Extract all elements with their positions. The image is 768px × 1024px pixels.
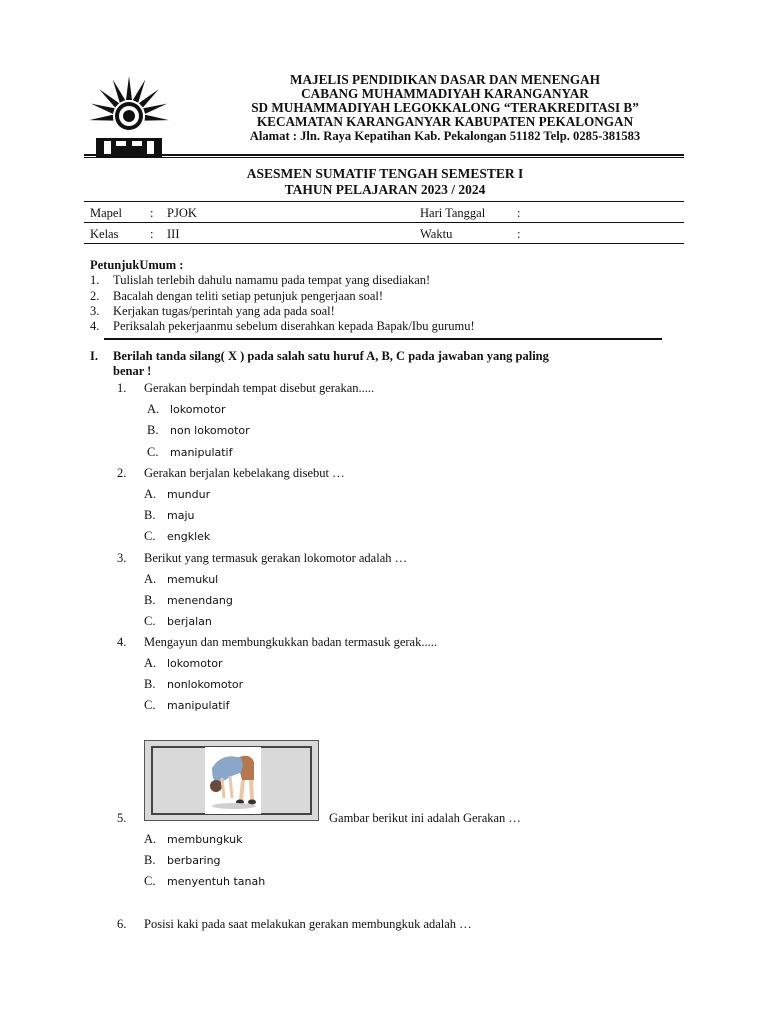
q4-option-a[interactable]: lokomotor [167,657,223,670]
section-instruction-line-2: benar ! [113,364,152,378]
q3-option-b[interactable]: menendang [167,594,233,607]
section-number: I. [90,349,98,363]
waktu-colon: : [517,227,521,241]
q4-option-c-letter[interactable]: C. [144,698,156,712]
q4-option-a-letter[interactable]: A. [144,656,157,670]
mapel-value: PJOK [167,206,197,220]
q1-option-b[interactable]: non lokomotor [170,424,250,437]
header-address: Alamat : Jln. Raya Kepatihan Kab. Pekalongan 51182 Telp. 0285-381583 [249,129,641,143]
kelas-label: Kelas [90,227,119,241]
q5-option-b[interactable]: berbaring [167,854,221,867]
question-5-number: 5. [117,811,127,825]
info-top-rule [84,201,684,202]
waktu-label: Waktu [420,227,453,241]
question-3-number: 3. [117,551,127,565]
instructions-heading: PetunjukUmum : [90,258,184,272]
instruction-2-num: 2. [90,289,100,303]
exam-year: TAHUN PELAJARAN 2023 / 2024 [284,182,486,197]
q4-option-c[interactable]: manipulatif [167,699,230,712]
q1-option-b-letter[interactable]: B. [147,423,159,437]
q3-option-b-letter[interactable]: B. [144,593,156,607]
q5-option-c-letter[interactable]: C. [144,874,156,888]
instruction-4-num: 4. [90,319,100,333]
question-1-number: 1. [117,381,127,395]
q2-option-b[interactable]: maju [167,509,195,522]
question-3-text: Berikut yang termasuk gerakan lokomotor adalah … [144,551,408,565]
mapel-colon: : [150,206,154,220]
header-rule-thin [84,157,684,158]
q2-option-a-letter[interactable]: A. [144,487,157,501]
header-line-3: SD MUHAMMADIYAH LEGOKKALONG “TERAKREDITASI B” [251,100,639,115]
section-instruction-line-1: Berilah tanda silang( X ) pada salah satu huruf A, B, C pada jawaban yang paling [113,349,549,363]
q2-option-c[interactable]: engklek [167,530,211,543]
q5-option-a-letter[interactable]: A. [144,832,157,846]
q5-option-a[interactable]: membungkuk [167,833,243,846]
header-line-4: KECAMATAN KARANGANYAR KABUPATEN PEKALONGAN [256,114,634,129]
instruction-1-num: 1. [90,273,100,287]
header-line-2: CABANG MUHAMMADIYAH KARANGANYAR [301,86,589,101]
q1-option-c-letter[interactable]: C. [147,445,159,459]
q5-option-b-letter[interactable]: B. [144,853,156,867]
mapel-label: Mapel [90,206,122,220]
header-line-1: MAJELIS PENDIDIKAN DASAR DAN MENENGAH [290,72,600,87]
instruction-4: Periksalah pekerjaanmu sebelum diserahkan kepada Bapak/Ibu gurumu! [113,319,475,333]
instruction-3: Kerjakan tugas/perintah yang ada pada soal! [113,304,335,318]
school-logo-icon [86,74,172,160]
question-2-text: Gerakan berjalan kebelakang disebut … [144,466,345,480]
q3-option-a-letter[interactable]: A. [144,572,157,586]
question-6-number: 6. [117,917,127,931]
q4-option-b[interactable]: nonlokomotor [167,678,244,691]
hari-colon: : [517,206,521,220]
q1-option-a-letter[interactable]: A. [147,402,160,416]
q3-option-a[interactable]: memukul [167,573,219,586]
kelas-value: III [167,227,180,241]
question-4-number: 4. [117,635,127,649]
q2-option-c-letter[interactable]: C. [144,529,156,543]
q3-option-c[interactable]: berjalan [167,615,212,628]
header-rule-thick [84,154,684,156]
info-mid-rule [84,222,684,223]
question-1-text: Gerakan berpindah tempat disebut gerakan..... [144,381,375,395]
q4-option-b-letter[interactable]: B. [144,677,156,691]
hari-label: Hari Tanggal [420,206,486,220]
question-5-text: Gambar berikut ini adalah Gerakan … [329,811,521,825]
exam-title: ASESMEN SUMATIF TENGAH SEMESTER I [246,166,524,181]
instructions-rule [104,338,662,340]
q2-option-b-letter[interactable]: B. [144,508,156,522]
q2-option-a[interactable]: mundur [167,488,211,501]
q1-option-c[interactable]: manipulatif [170,446,233,459]
question-4-text: Mengayun dan membungkukkan badan termasuk gerak..... [144,635,437,649]
instruction-1: Tulislah terlebih dahulu namamu pada tempat yang disediakan! [113,273,431,287]
kelas-colon: : [150,227,154,241]
q1-option-a[interactable]: lokomotor [170,403,226,416]
q3-option-c-letter[interactable]: C. [144,614,156,628]
instruction-2: Bacalah dengan teliti setiap petunjuk pengerjaan soal! [113,289,384,303]
bending-person-image [144,740,319,821]
instruction-3-num: 3. [90,304,100,318]
info-bottom-rule [84,243,684,244]
question-2-number: 2. [117,466,127,480]
q5-option-c[interactable]: menyentuh tanah [167,875,266,888]
question-6-text: Posisi kaki pada saat melakukan gerakan membungkuk adalah … [144,917,472,931]
